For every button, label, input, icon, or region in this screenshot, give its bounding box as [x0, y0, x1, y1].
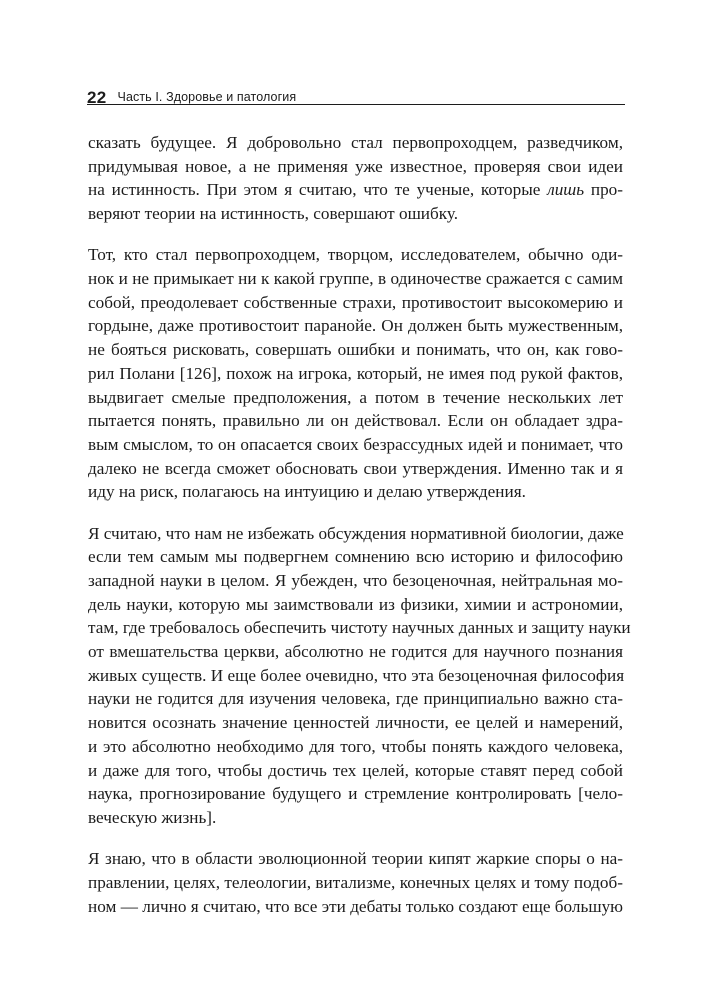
text-line: веряют теории на истинность, совершают ошибку.: [88, 204, 459, 224]
text-line: новится осознать значение ценностей личности, ее целей и намерений,: [88, 713, 623, 733]
page-header: [87, 84, 625, 106]
text-line: науки не годится для изучения человека, где принципиально важно ста-: [88, 689, 623, 709]
text-line: там, где требовалось обеспечить чистоту научных данных и защиту науки: [88, 618, 631, 638]
emphasis: лишь: [547, 180, 585, 200]
text-line: сказать будущее. Я добровольно стал первопроходцем, разведчиком,: [88, 133, 623, 152]
text-line: нок и не примыкает ни к какой группе, в одиночестве сражается с самим: [88, 269, 623, 289]
text-line: веческую жизнь].: [88, 807, 217, 827]
text-line: дель науки, которую мы заимствовали из физики, химии и астрономии,: [88, 594, 623, 614]
text-line: западной науки в целом. Я убежден, что безоценочная, нейтральная мо-: [88, 570, 623, 590]
text-line: Я считаю, что нам не избежать обсуждения нормативной биологии, даже: [88, 523, 624, 543]
text-line: на истинность. При этом я считаю, что те ученые, которые лишь про-: [88, 180, 623, 200]
text-line: придумывая новое, а не применяя уже известное, проверяя свои идеи: [88, 156, 623, 176]
paragraph: [88, 131, 623, 226]
text-line: рил Полани [126], похож на игрока, который, не имея под рукой фактов,: [88, 363, 623, 383]
text-line: наука, прогнозирование будущего и стремление контролировать [чело-: [88, 784, 623, 804]
text-line: выдвигает смелые предположения, а потом в течение нескольких лет: [88, 387, 623, 407]
header-rule: [87, 104, 625, 105]
text-line: и даже для того, чтобы достичь тех целей, которые ставят перед собой: [88, 760, 623, 780]
text-line: гордыне, даже противостоит паранойе. Он должен быть мужественным,: [88, 316, 623, 336]
text-line: иду на риск, полагаюсь на интуицию и делаю утверждения.: [88, 482, 526, 502]
text-line: если тем самым мы подвергнем сомнению всю историю и философию: [88, 547, 623, 567]
text-line: правлении, целях, телеологии, витализме, конечных целях и тому подоб-: [88, 872, 623, 892]
text-line: собой, преодолевает собственные страхи, противостоит высокомерию и: [88, 292, 623, 312]
text-line: Тот, кто стал первопроходцем, творцом, исследователем, обычно оди-: [88, 245, 623, 265]
text-line: вым смыслом, то он опасается своих безрассудных идей и понимает, что: [88, 434, 623, 454]
paragraph: [88, 522, 631, 830]
paragraph: [88, 847, 623, 918]
text-line: и это абсолютно необходимо для того, чтобы понять каждого человека,: [88, 736, 623, 756]
text-line: Я знаю, что в области эволюционной теории кипят жаркие споры о на-: [88, 849, 623, 869]
text-line: живых существ. И еще более очевидно, что эта безоценочная философия: [88, 665, 625, 685]
text-line: пытается понять, правильно ли он действовал. Если он обладает здра-: [88, 411, 623, 431]
body-text: [88, 131, 631, 918]
text-line: от вмешательства церкви, абсолютно не годится для научного познания: [88, 642, 623, 662]
text-line: далеко не всегда сможет обосновать свои утверждения. Именно так и я: [88, 458, 623, 478]
text-line: ном — лично я считаю, что все эти дебаты только создают еще большую: [88, 896, 623, 916]
running-head: Часть I. Здоровье и патология: [117, 90, 297, 104]
text-line: не бояться рисковать, совершать ошибки и понимать, что он, как гово-: [88, 340, 623, 360]
paragraph: [88, 243, 623, 504]
page-number: 22: [87, 88, 107, 107]
